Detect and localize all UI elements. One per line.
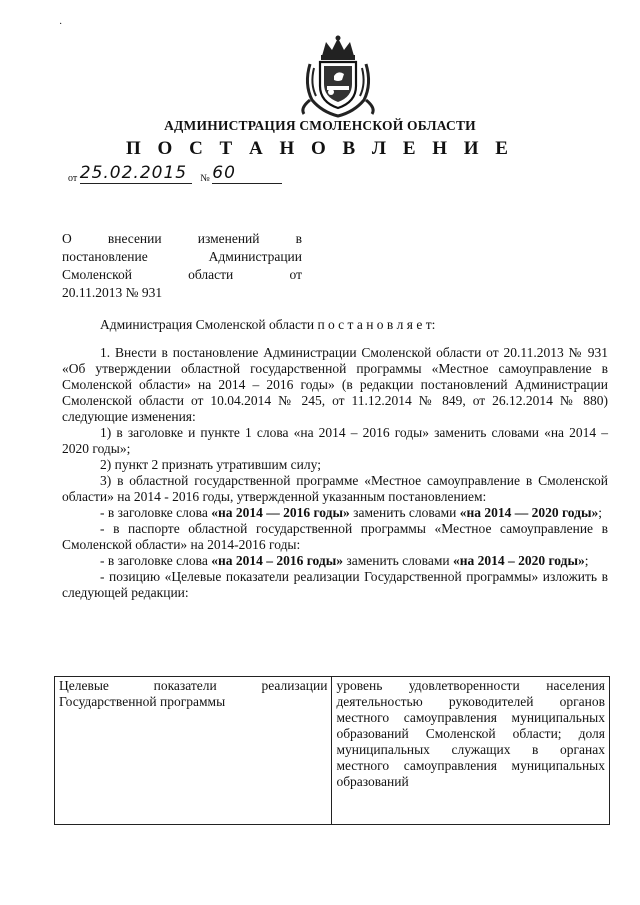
dash-item-passport-title: - в заголовке слова «на 2014 – 2016 годы» заменить словами «на 2014 – 2020 годы»; xyxy=(100,553,589,568)
subitem-3: 3) в областной государственной программе «Местное самоуправление в Смоленской области» на 2014 - 2016 годы, утвержденной указанным постановлением: xyxy=(62,473,608,504)
scan-mark: · xyxy=(59,19,63,30)
date-field xyxy=(80,163,192,184)
date-number-line xyxy=(68,163,282,184)
subitem-1: 1) в заголовке и пункте 1 слова «на 2014 – 2016 годы» заменить словами «на 2014 – 2020 годы»; xyxy=(62,425,608,456)
number-field xyxy=(212,163,282,184)
subject-line: 20.11.2013 № 931 xyxy=(62,285,163,300)
table-row xyxy=(55,677,610,825)
indicators-table xyxy=(54,676,610,825)
table-cell-value: уровень удовлетворенности населения деятельностью руководителей органов местного самоуправления муниципальных образований Смоленской области; доля муниципальных служащих в органах местного самоуправления муниципальных образований xyxy=(332,677,610,825)
document-body xyxy=(62,317,608,601)
dash-item-passport: - в паспорте областной государственной программы «Местное самоуправление в Смоленской области» на 2014-2016 годы: xyxy=(62,521,608,552)
dash-item-indicators: - позицию «Целевые показатели реализации Государственной программы» изложить в следующей редакции: xyxy=(62,569,608,600)
organization-name: АДМИНИСТРАЦИЯ СМОЛЕНСКОЙ ОБЛАСТИ xyxy=(164,118,476,133)
subject-block xyxy=(62,230,302,302)
number-value: 60 xyxy=(212,163,236,183)
subitem-2: 2) пункт 2 признать утратившим силу; xyxy=(100,457,321,472)
subject-line: О внесении изменений в xyxy=(62,231,302,246)
intro-paragraph: Администрация Смоленской области п о с т а н о в л я е т: xyxy=(100,317,436,332)
coat-of-arms-icon xyxy=(300,34,376,118)
subject-line: постановление Администрации xyxy=(62,249,302,264)
dash-item-title: - в заголовке слова «на 2014 — 2016 годы» заменить словами «на 2014 — 2020 годы»; xyxy=(100,505,603,520)
date-prefix: от xyxy=(68,173,78,184)
item-1: 1. Внести в постановление Администрации Смоленской области от 20.11.2013 № 931 «Об утверждении областной государственной программы «Местное самоуправление в Смоленской области» на 2014 – 2016 годы» (в редакции постановлений Администрации Смоленской области от 10.04.2014 № 245, от 11.12.2014 № 849, от 26.12.2014 № 880) следующие изменения: xyxy=(62,345,608,424)
table-cell-label: Целевые показатели реализации Государственной программы xyxy=(55,677,332,825)
date-value: 25.02.2015 xyxy=(79,163,188,183)
document-type-title: П О С Т А Н О В Л Е Н И Е xyxy=(126,138,514,159)
subject-line: Смоленской области от xyxy=(62,267,302,282)
number-prefix: № xyxy=(200,173,210,184)
